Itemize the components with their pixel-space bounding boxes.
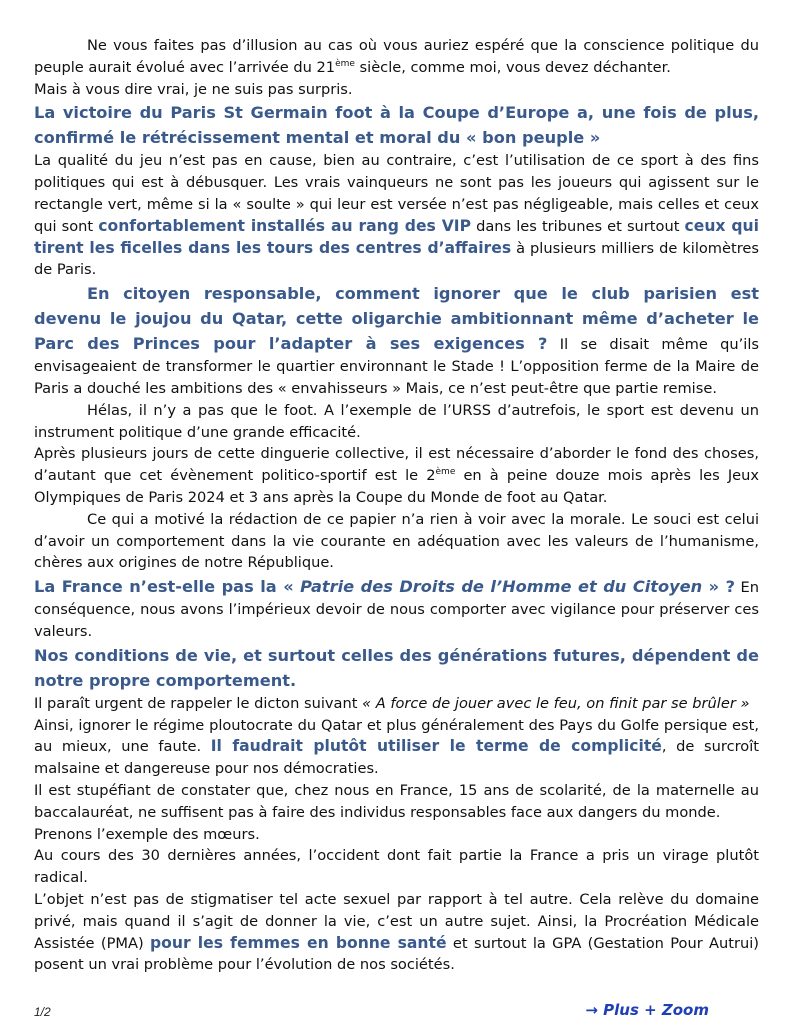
paragraph-text: Ne vous faites pas d’illusion au cas où vous auriez espéré que la conscience politique du peuple aurait évolué avec l’arrivée du 21 [34, 37, 759, 76]
paragraph-text: , de surcroît malsaine et dangereuse pour nos démocraties. [34, 738, 759, 778]
emphasis-patrie: La France n’est-elle pas la « [34, 577, 301, 597]
document-body [34, 35, 759, 976]
paragraph-pma [34, 889, 759, 976]
paragraph-text: à plusieurs milliers de kilomètres de Paris. [34, 239, 759, 279]
paragraph-text: Il se disait même qu’ils envisageaient de transformer le quartier environnant le Stade ! L’opposition ferme de la Maire de Paris a douché les ambitions des « envahisseurs » Mais, ce n’est peut-être que partie remise. [34, 336, 760, 397]
paragraph-occident: Au cours des 30 dernières années, l’occident dont fait partie la France a pris un virage plutôt radical. [34, 847, 759, 887]
paragraph-text: La qualité du jeu n’est pas en cause, bien au contraire, c’est l’utilisation de ce sport à des fins politiques qui est à débusquer. Les vrais vainqueurs ne sont pas les joueurs qui agissent sur le rectangle vert, même si la « soulte » qui leur est versée n’est pas négligeable, mais celles et ceux qui sont [34, 152, 759, 235]
paragraph-ploutocrate [34, 715, 759, 780]
paragraph-citoyen [34, 281, 759, 400]
plus-zoom-label: Plus + Zoom [603, 1001, 709, 1019]
paragraph-text: Il paraît urgent de rappeler le dicton suivant [34, 694, 363, 712]
emphasis-qatar: En citoyen responsable, comment ignorer que le club parisien est devenu le joujou du Qatar, cette oligarchie ambitionnant même d’acheter le Parc des Princes pour l’adapter à ses exigences ? [34, 284, 759, 354]
paragraph-helas: Hélas, il n’y a pas que le foot. A l’exemple de l’URSS d’autrefois, le sport est devenu un instrument politique d’une grande efficacité. [34, 401, 759, 441]
paragraph-intro [34, 35, 759, 79]
quote-dicton: « A force de jouer avec le feu, on finit par se brûler » [362, 694, 750, 712]
paragraph-text: L’objet n’est pas de stigmatiser tel acte sexuel par rapport à tel autre. Cela relève du domaine privé, mais quand il s’agit de donner la vie, c’est un autre sujet. Ainsi, la Procréation Médicale Assistée (PMA) [34, 890, 759, 952]
heading-victoire: La victoire du Paris St Germain foot à la Coupe d’Europe a, une fois de plus, confirmé le rétrécissement mental et moral du « bon peuple » [34, 103, 759, 148]
paragraph-qualite [34, 150, 759, 281]
arrow-right-icon: → [585, 1001, 598, 1019]
paragraph-surprise: Mais à vous dire vrai, je ne suis pas surpris. [34, 80, 353, 98]
paragraph-text: Après plusieurs jours de cette dinguerie collective, il est nécessaire d’aborder le fond des choses, d’autant que cet évènement politico-sportif est le 2 [34, 445, 759, 485]
heading-conditions: Nos conditions de vie, et surtout celles des générations futures, dépendent de notre propre comportement. [34, 645, 759, 690]
paragraph-moeurs: Prenons l’exemple des mœurs. [34, 825, 260, 843]
paragraph-text: Ainsi, ignorer le régime ploutocrate du Qatar et plus généralement des Pays du Golfe persique est, au mieux, une faute. [34, 716, 759, 756]
superscript: ème [335, 58, 355, 69]
paragraph-text: siècle, comme moi, vous devez déchanter. [354, 58, 671, 76]
plus-zoom-link[interactable] [585, 1001, 709, 1019]
emphasis-patrie-italic: Patrie des Droits de l’Homme et du Citoyen [300, 577, 703, 597]
paragraph-text: et surtout la GPA (Gestation Pour Autrui) posent un vrai problème pour l’évolution de nos sociétés. [34, 934, 759, 974]
paragraph-text: en à peine douze mois après les Jeux Olympiques de Paris 2024 et 3 ans après la Coupe du Monde de foot au Qatar. [34, 467, 759, 506]
paragraph-morale: Ce qui a motivé la rédaction de ce papier n’a rien à voir avec la morale. Le souci est celui d’avoir un comportement dans la vie courante en adéquation avec les valeurs de l’humanisme, chères aux origines de notre République. [34, 510, 759, 572]
paragraph-scolarite: Il est stupéfiant de constater que, chez nous en France, 15 ans de scolarité, de la maternelle au baccalauréat, ne suffisent pas à faire des individus responsables face aux dangers du monde. [34, 781, 759, 821]
emphasis-vip: confortablement installés au rang des VIP [98, 216, 471, 235]
superscript: ème [435, 467, 456, 478]
emphasis-complicite: Il faudrait plutôt utiliser le terme de complicité [210, 737, 662, 756]
emphasis-patrie: » ? [702, 577, 736, 597]
paragraph-dicton [34, 693, 759, 715]
paragraph-text: dans les tribunes et surtout [471, 217, 685, 235]
emphasis-ficelles: ceux qui tirent les ficelles dans les tours des centres d’affaires [34, 216, 759, 257]
emphasis-femmes: pour les femmes en bonne santé [150, 933, 447, 952]
page-number: 1/2 [34, 1005, 51, 1019]
paragraph-patrie [34, 574, 759, 643]
paragraph-text: En conséquence, nous avons l’impérieux devoir de nous comporter avec vigilance pour préserver ces valeurs. [34, 579, 759, 640]
paragraph-dinguerie [34, 443, 759, 508]
